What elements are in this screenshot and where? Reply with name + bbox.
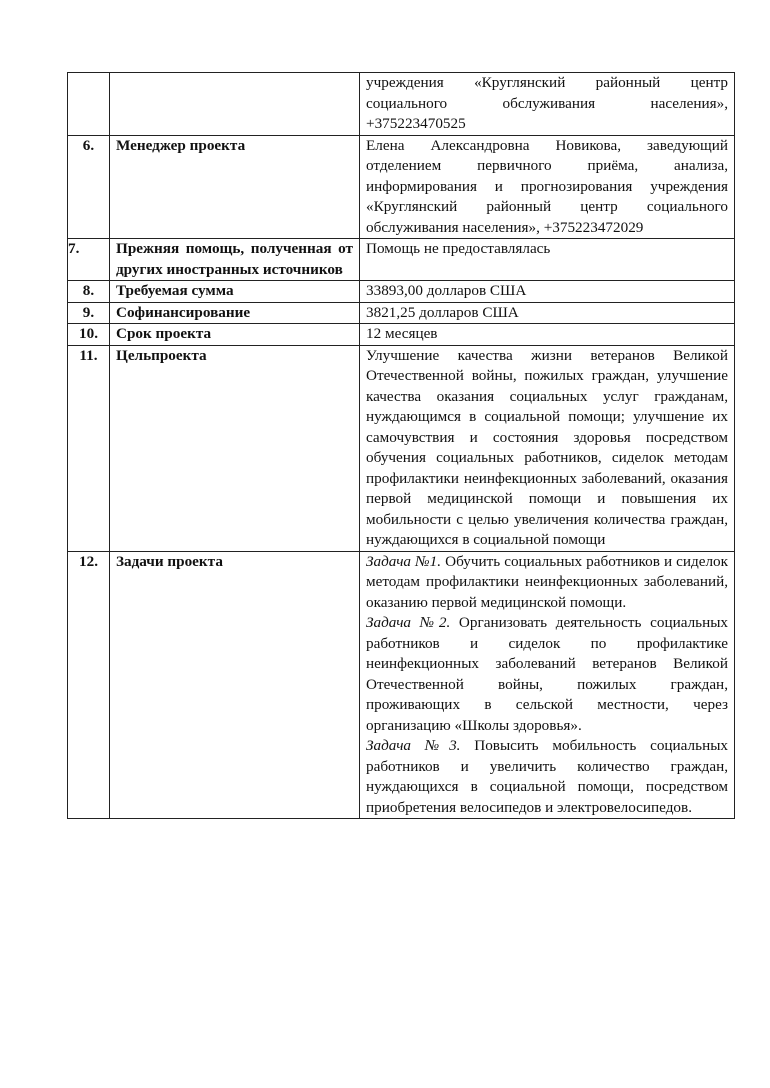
table-row-project-manager xyxy=(68,135,735,239)
table-row-previous-assistance xyxy=(68,239,735,281)
task-item xyxy=(366,613,728,736)
row-label xyxy=(110,73,360,136)
row-label: Цельпроекта xyxy=(110,345,360,551)
row-number: 11. xyxy=(68,345,110,551)
row-number xyxy=(68,73,110,136)
row-number: 7. xyxy=(68,239,110,281)
row-value-tasks xyxy=(360,551,735,819)
row-label: Прежняя помощь, полученная от других иностранных источников xyxy=(110,239,360,281)
table-row-required-amount xyxy=(68,281,735,303)
row-number: 12. xyxy=(68,551,110,819)
row-value: 3821,25 долларов США xyxy=(360,302,735,324)
table-row-project-term xyxy=(68,324,735,346)
table-row-project-goal xyxy=(68,345,735,551)
row-label: Требуемая сумма xyxy=(110,281,360,303)
row-number: 9. xyxy=(68,302,110,324)
task-title: Задача №3. xyxy=(366,737,461,754)
row-value: Улучшение качества жизни ветеранов Великой Отечественной войны, пожилых граждан, улучшение качества оказания социальных услуг гражданам, нуждающимся в социальной помощи; улучшение их самочувствия и состояния здоровья посредством обучения социальных работников, сиделок методам профилактики неинфекционных заболеваний, оказания первой медицинской помощи и повышения их мобильности с целью увеличения количества граждан, нуждающихся в социальной помощи xyxy=(360,345,735,551)
row-label: Задачи проекта xyxy=(110,551,360,819)
row-value: 12 месяцев xyxy=(360,324,735,346)
task-text: Обучить социальных работников и сиделок методам профилактики неинфекционных заболеваний, оказанию первой медицинской помощи. xyxy=(366,552,729,611)
row-number: 10. xyxy=(68,324,110,346)
row-number: 8. xyxy=(68,281,110,303)
row-value: Помощь не предоставлялась xyxy=(360,239,735,281)
task-text: Повысить мобильность социальных работников и увеличить количество граждан, нуждающихся в социальной помощи, посредством приобретения велосипедов и электровелосипедов. xyxy=(366,737,728,816)
task-title: Задача №1. xyxy=(366,552,442,570)
row-label: Софинансирование xyxy=(110,302,360,324)
table-row-project-tasks xyxy=(68,551,735,819)
row-number: 6. xyxy=(68,135,110,239)
task-title: Задача №2. xyxy=(366,614,451,631)
row-label: Срок проекта xyxy=(110,324,360,346)
task-text: Организовать деятельность социальных работников и сиделок по профилактике неинфекционных заболеваний ветеранов Великой Отечественной войны, пожилых граждан, проживающих в сельской местности, через организацию «Школы здоровья». xyxy=(366,614,729,734)
project-info-table xyxy=(67,72,735,819)
task-item xyxy=(366,736,728,818)
table-row-cofinancing xyxy=(68,302,735,324)
row-value: 33893,00 долларов США xyxy=(360,281,735,303)
row-label: Менеджер проекта xyxy=(110,135,360,239)
row-value: учреждения «Круглянский районный центр социального обслуживания населения», +375223470525 xyxy=(360,73,735,136)
table-row-continued xyxy=(68,73,735,136)
task-item xyxy=(366,552,728,614)
row-value: Елена Александровна Новикова, заведующий отделением первичного приёма, анализа, информирования и прогнозирования учреждения «Круглянский районный центр социального обслуживания населения», +375223472029 xyxy=(360,135,735,239)
